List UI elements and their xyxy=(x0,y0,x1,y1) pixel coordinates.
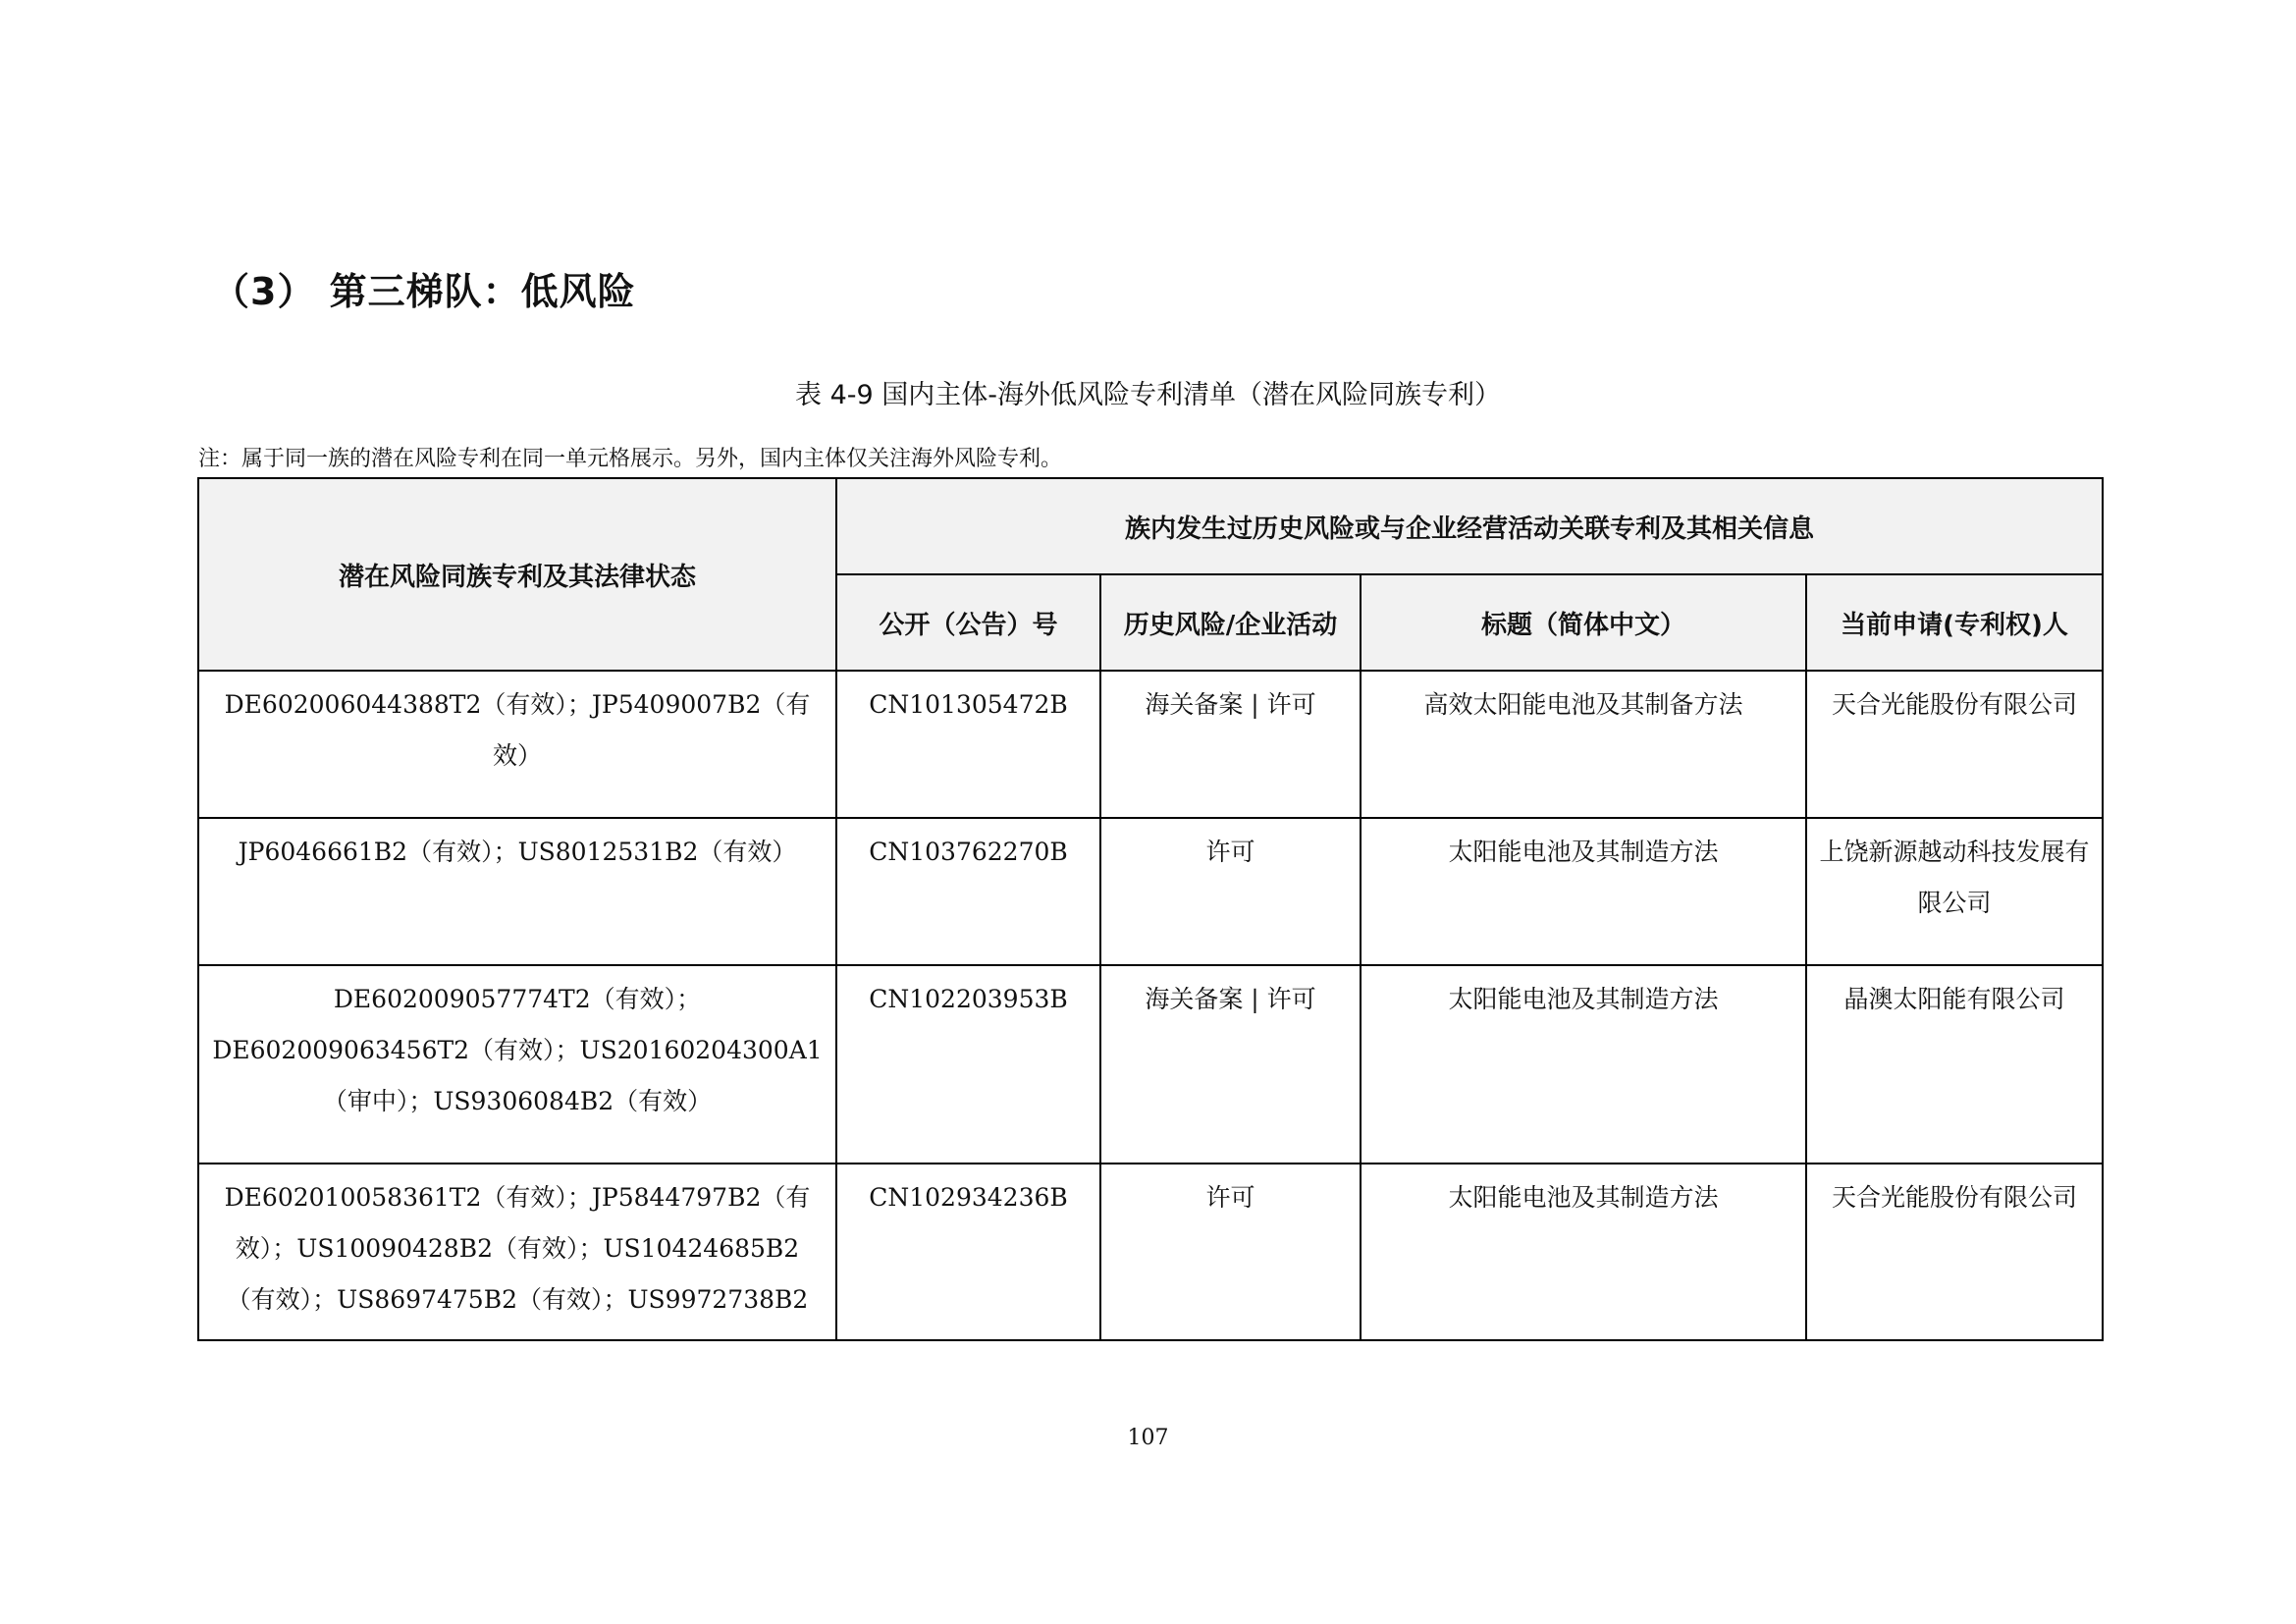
header-pub-no: 公开（公告）号 xyxy=(836,574,1100,671)
table-row xyxy=(198,965,2103,1164)
applicant-cell: 天合光能股份有限公司 xyxy=(1806,671,2103,818)
risk-activity-cell: 许可 xyxy=(1100,818,1361,965)
family-patents-cell: DE602006044388T2（有效）；JP5409007B2（有效） xyxy=(198,671,836,818)
header-risk-activity: 历史风险/企业活动 xyxy=(1100,574,1361,671)
table-row xyxy=(198,818,2103,965)
patent-table xyxy=(197,477,2104,1341)
risk-activity-cell: 海关备案 | 许可 xyxy=(1100,965,1361,1164)
section-heading: （3） 第三梯队：低风险 xyxy=(212,270,636,313)
pub-no-cell: CN102934236B xyxy=(836,1164,1100,1340)
header-family-status: 潜在风险同族专利及其法律状态 xyxy=(198,478,836,671)
applicant-cell: 天合光能股份有限公司 xyxy=(1806,1164,2103,1340)
table-note: 注：属于同一族的潜在风险专利在同一单元格展示。另外，国内主体仅关注海外风险专利。 xyxy=(198,447,1063,471)
header-related-group: 族内发生过历史风险或与企业经营活动关联专利及其相关信息 xyxy=(836,478,2103,574)
pub-no-cell: CN102203953B xyxy=(836,965,1100,1164)
family-patents-cell: DE602009057774T2（有效）；DE602009063456T2（有效）；US20160204300A1（审中）；US9306084B2（有效） xyxy=(198,965,836,1164)
title-cell: 太阳能电池及其制造方法 xyxy=(1361,965,1806,1164)
pub-no-cell: CN103762270B xyxy=(836,818,1100,965)
table-caption: 表 4-9 国内主体-海外低风险专利清单（潜在风险同族专利） xyxy=(794,380,1501,410)
applicant-cell: 晶澳太阳能有限公司 xyxy=(1806,965,2103,1164)
family-patents-cell: DE602010058361T2（有效）；JP5844797B2（有效）；US10090428B2（有效）；US10424685B2（有效）；US8697475B2（有效）；US9972738B2 xyxy=(198,1164,836,1340)
pub-no-cell: CN101305472B xyxy=(836,671,1100,818)
header-applicant: 当前申请(专利权)人 xyxy=(1806,574,2103,671)
risk-activity-cell: 许可 xyxy=(1100,1164,1361,1340)
applicant-cell: 上饶新源越动科技发展有限公司 xyxy=(1806,818,2103,965)
family-patents-cell: JP6046661B2（有效）；US8012531B2（有效） xyxy=(198,818,836,965)
header-title: 标题（简体中文） xyxy=(1361,574,1806,671)
title-cell: 太阳能电池及其制造方法 xyxy=(1361,1164,1806,1340)
title-cell: 太阳能电池及其制造方法 xyxy=(1361,818,1806,965)
table-row xyxy=(198,1164,2103,1340)
risk-activity-cell: 海关备案 | 许可 xyxy=(1100,671,1361,818)
table-row xyxy=(198,671,2103,818)
title-cell: 高效太阳能电池及其制备方法 xyxy=(1361,671,1806,818)
page-number: 107 xyxy=(1127,1426,1169,1450)
